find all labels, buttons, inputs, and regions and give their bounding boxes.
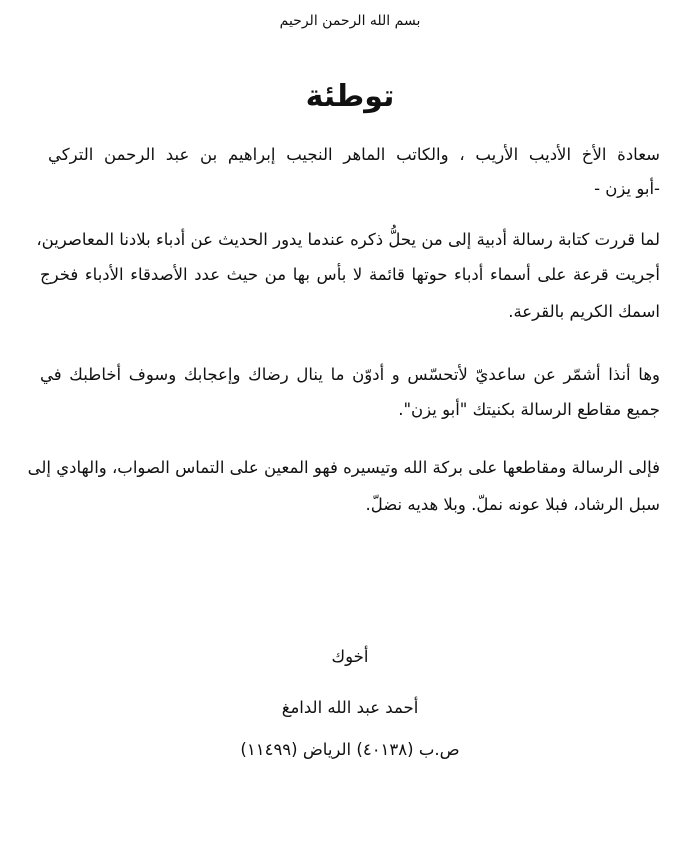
page-title: توطئة (305, 79, 395, 114)
paragraph-line: وها أنذا أشمّر عن ساعديّ لأتحسّس و أدوّن ما ينال رضاك وإعجابك وسوف أخاطبك في (40, 365, 660, 384)
basmala: بسم الله الرحمن الرحيم (279, 13, 421, 29)
paragraph-line: أجريت قرعة على أسماء أدباء حوتها قائمة لا بأس بها من حيث عدد الأصدقاء الأدباء فخرج (40, 265, 660, 284)
paragraph-line: اسمك الكريم بالقرعة. (508, 302, 660, 321)
paragraph-line: جميع مقاطع الرسالة بكنيتك "أبو يزن". (398, 400, 660, 419)
salutation-kunya: -أبو يزن - (594, 179, 660, 198)
paragraph-line: فإلى الرسالة ومقاطعها على بركة الله وتيسيره فهو المعين على التماس الصواب، والهادي إلى (27, 458, 660, 477)
salutation-line: سعادة الأخ الأديب الأريب ، والكاتب الماهر النجيب إبراهيم بن عبد الرحمن التركي (48, 145, 660, 164)
signoff-name: أحمد عبد الله الدامغ (281, 698, 419, 717)
signoff-address: ص.ب (٤٠١٣٨) الرياض (١١٤٩٩) (240, 740, 460, 759)
signoff-closing: أخوك (331, 647, 369, 666)
paragraph-line: لما قررت كتابة رسالة أدبية إلى من يحلُّ ذكره عندما يدور الحديث عن أدباء بلادنا المعاصرين، (36, 230, 660, 249)
paragraph-line: سبل الرشاد، فبلا عونه نملّ. وبلا هديه نضلّ. (365, 495, 660, 514)
